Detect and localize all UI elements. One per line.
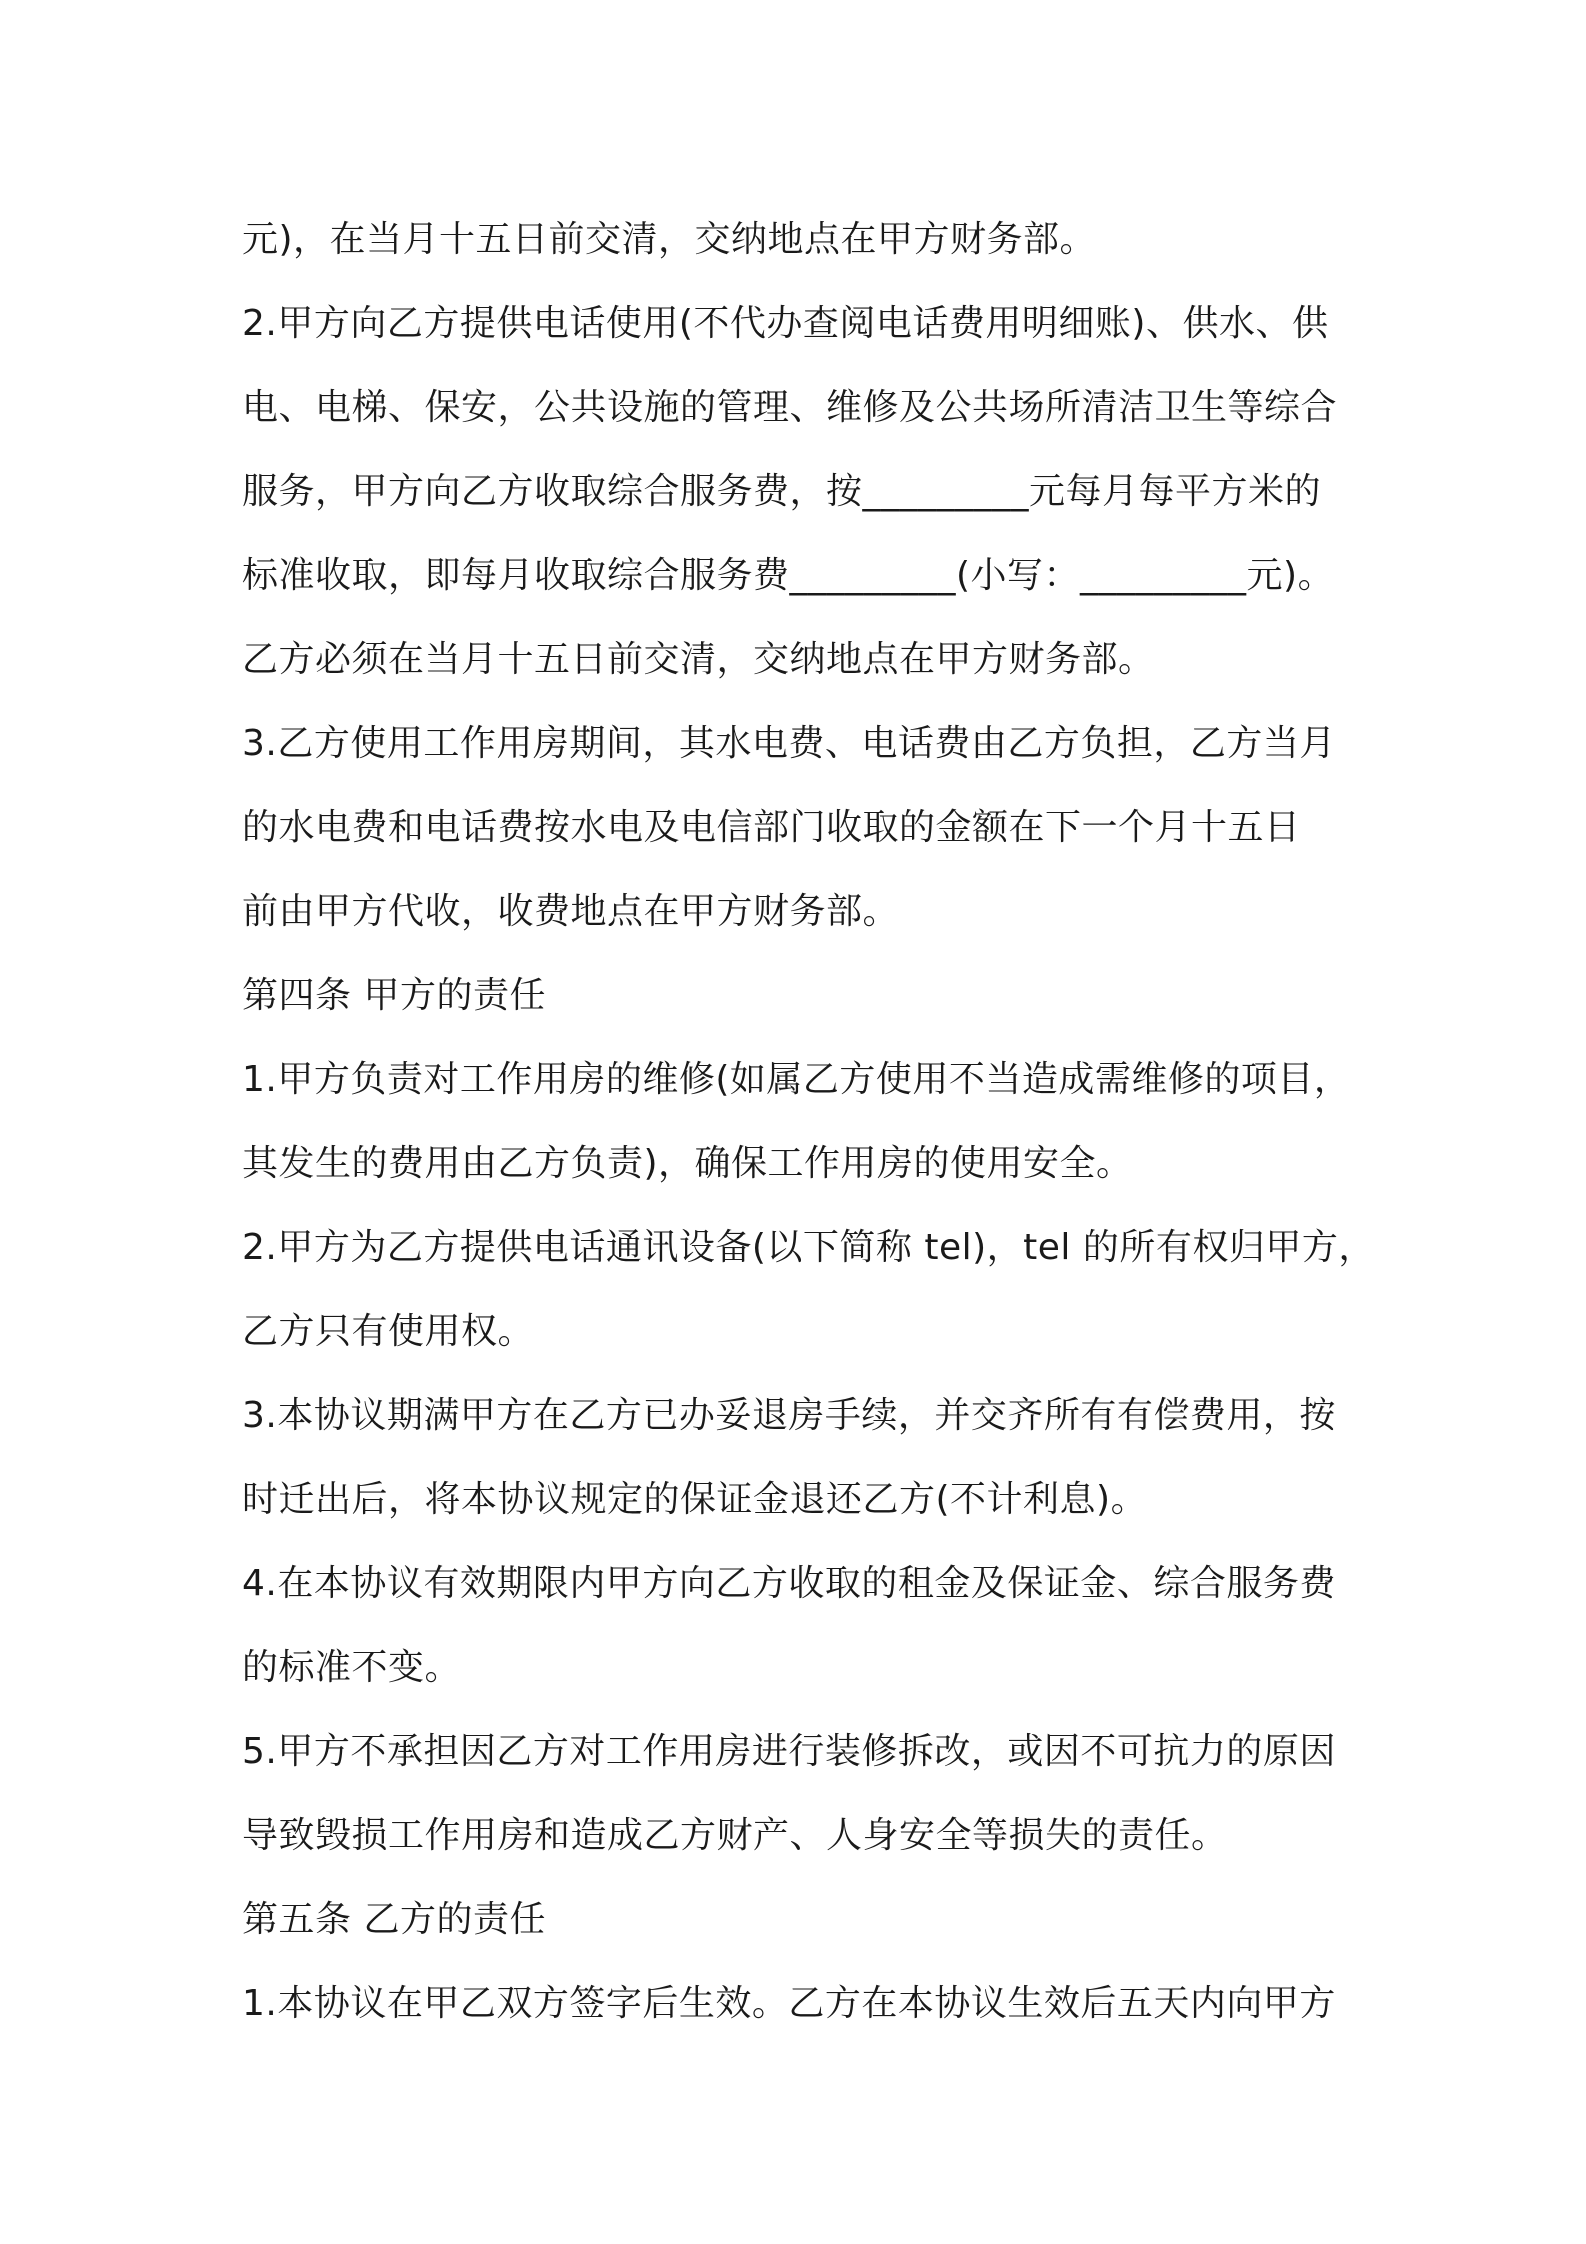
text-line: 乙方只有使用权。 bbox=[242, 1311, 535, 1352]
text-line: 其发生的费用由乙方负责)，确保工作用房的使用安全。 bbox=[242, 1143, 1133, 1184]
text-line: 电、电梯、保安，公共设施的管理、维修及公共场所清洁卫生等综合 bbox=[242, 387, 1338, 428]
text-line: 3.乙方使用工作用房期间，其水电费、电话费由乙方负担，乙方当月 bbox=[242, 723, 1336, 764]
text-line: 导致毁损工作用房和造成乙方财产、人身安全等损失的责任。 bbox=[242, 1815, 1228, 1856]
text-line: 的水电费和电话费按水电及电信部门收取的金额在下一个月十五日 bbox=[242, 807, 1301, 848]
text-line: 2.甲方向乙方提供电话使用(不代办查阅电话费用明细账)、供水、供 bbox=[242, 303, 1329, 344]
text-line: 服务，甲方向乙方收取综合服务费，按_________元每月每平方米的 bbox=[242, 471, 1322, 512]
text-line: 前由甲方代收，收费地点在甲方财务部。 bbox=[242, 891, 900, 932]
document-body bbox=[242, 198, 1392, 2046]
text-line: 4.在本协议有效期限内甲方向乙方收取的租金及保证金、综合服务费 bbox=[242, 1563, 1336, 1604]
text-line: 1.本协议在甲乙双方签字后生效。乙方在本协议生效后五天内向甲方 bbox=[242, 1983, 1336, 2024]
text-line: 乙方必须在当月十五日前交清，交纳地点在甲方财务部。 bbox=[242, 639, 1155, 680]
section-heading: 第五条 乙方的责任 bbox=[242, 1899, 546, 1940]
text-line: 的标准不变。 bbox=[242, 1647, 462, 1688]
text-line: 5.甲方不承担因乙方对工作用房进行装修拆改，或因不可抗力的原因 bbox=[242, 1731, 1336, 1772]
text-line: 时迁出后，将本协议规定的保证金退还乙方(不计利息)。 bbox=[242, 1479, 1148, 1520]
section-heading: 第四条 甲方的责任 bbox=[242, 975, 546, 1016]
text-line: 标准收取，即每月收取综合服务费_________(小写：_________元)。 bbox=[242, 555, 1335, 596]
text-line: 3.本协议期满甲方在乙方已办妥退房手续，并交齐所有有偿费用，按 bbox=[242, 1395, 1336, 1436]
text-line: 1.甲方负责对工作用房的维修(如属乙方使用不当造成需维修的项目， bbox=[242, 1059, 1351, 1100]
text-line: 元)，在当月十五日前交清，交纳地点在甲方财务部。 bbox=[242, 219, 1097, 260]
text-line: 2.甲方为乙方提供电话通讯设备(以下简称 tel)，tel 的所有权归甲方， bbox=[242, 1227, 1375, 1268]
